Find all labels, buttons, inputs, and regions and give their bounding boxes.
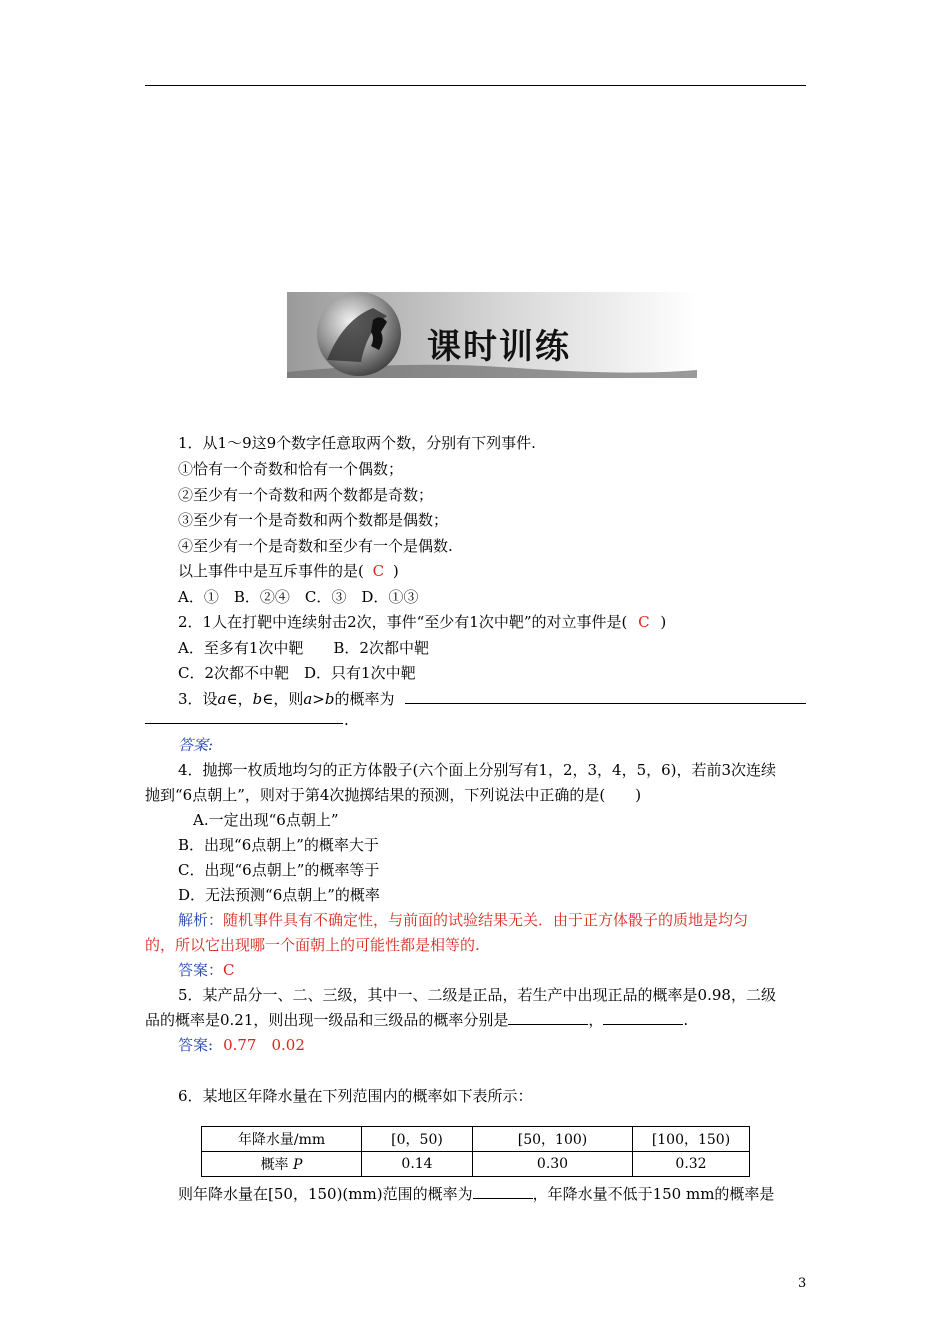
q6-after-text-2: ，年降水量不低于150 mm的概率是 bbox=[532, 1185, 775, 1203]
q4-answer-line bbox=[178, 960, 235, 980]
q4-option-d: D．无法预测“6点朝上”的概率 bbox=[178, 886, 380, 904]
q2-stem-close: ) bbox=[660, 613, 667, 631]
q1-item-1: ①恰有一个奇数和恰有一个偶数； bbox=[178, 460, 404, 478]
q4-analysis-label: 解析： bbox=[178, 911, 224, 929]
q5-blank-2[interactable] bbox=[603, 1010, 683, 1025]
q4-option-b: B．出现“6点朝上”的概率大于 bbox=[178, 836, 379, 854]
q3-answer-label: 答案: bbox=[178, 736, 214, 754]
probability-var: P bbox=[293, 1157, 303, 1173]
q3-end: . bbox=[344, 711, 349, 729]
q2-stem bbox=[178, 612, 666, 632]
q4-analysis-text-1: 随机事件具有不确定性，与前面的试验结果无关．由于正方体骰子的质地是均匀 bbox=[223, 911, 749, 929]
table-header-cell: [0，50) bbox=[362, 1127, 473, 1152]
table-header-cell: 年降水量/mm bbox=[202, 1127, 362, 1152]
q4-option-c: C．出现“6点朝上”的概率等于 bbox=[178, 861, 380, 879]
q3-text-1: 3．设 bbox=[178, 690, 218, 708]
lesson-practice-banner bbox=[287, 290, 697, 380]
probability-label: 概率 bbox=[260, 1157, 289, 1173]
q3-gt: > bbox=[312, 690, 325, 708]
q5-sep: ， bbox=[588, 1011, 604, 1029]
q1-options: A．① B．②④ C．③ D．①③ bbox=[178, 588, 419, 606]
q1-ask-text: 以上事件中是互斥事件的是( bbox=[178, 562, 364, 580]
q5-answer-label: 答案: bbox=[178, 1036, 214, 1054]
q6-blank-1[interactable] bbox=[473, 1184, 533, 1199]
banner-title: 课时训练 bbox=[427, 327, 571, 367]
q4-answer: C bbox=[223, 961, 235, 979]
q5-end: . bbox=[683, 1011, 689, 1029]
q5-stem-2-text: 品的概率是0.21，则出现一级品和三级品的概率分别是 bbox=[145, 1011, 509, 1029]
q4-stem-2: 抛到“6点朝上”，则对于第4次抛掷结果的预测，下列说法中正确的是( ) bbox=[145, 786, 642, 804]
table-header-cell: [100，150) bbox=[633, 1127, 750, 1152]
table-cell: 0.30 bbox=[473, 1152, 633, 1177]
q4-stem-1: 4．抛掷一枚质地均匀的正方体骰子(六个面上分别写有1，2，3，4，5，6)，若前3次连续 bbox=[178, 761, 777, 779]
rainfall-table bbox=[201, 1126, 750, 1177]
q4-option-a: A.一定出现“6点朝上” bbox=[193, 811, 339, 829]
header-rule bbox=[145, 85, 806, 86]
q4-analysis-1 bbox=[178, 910, 748, 930]
table-header-cell: [50，100) bbox=[473, 1127, 633, 1152]
q1-answer: C bbox=[372, 562, 385, 580]
table-cell: 0.32 bbox=[633, 1152, 750, 1177]
q6-stem: 6．某地区年降水量在下列范围内的概率如下表所示： bbox=[178, 1087, 533, 1105]
q5-answer-line bbox=[178, 1035, 305, 1055]
q5-blank-1[interactable] bbox=[508, 1010, 588, 1025]
q2-options-2: C．2次都不中靶 D．只有1次中靶 bbox=[178, 664, 416, 682]
q1-ask bbox=[178, 561, 399, 581]
page-number: 3 bbox=[798, 1276, 807, 1291]
q5-stem-1: 5．某产品分一、二、三级，其中一、二级是正品，若生产中出现正品的概率是0.98，二级 bbox=[178, 986, 776, 1004]
q3-text-4: 的概率为 bbox=[334, 690, 395, 708]
q3-var-b: b bbox=[252, 690, 263, 708]
q3-text-2: ∈， bbox=[226, 690, 253, 708]
q1-item-2: ②至少有一个奇数和两个数都是奇数； bbox=[178, 486, 434, 504]
q2-answer: C bbox=[638, 613, 650, 631]
q3-text-3: ∈，则 bbox=[262, 690, 304, 708]
q5-stem-2 bbox=[145, 1010, 688, 1030]
table-row bbox=[202, 1152, 750, 1177]
q6-after-text-1: 则年降水量在[50，150)(mm)范围的概率为 bbox=[178, 1185, 473, 1203]
q5-answer: 0.77 0.02 bbox=[223, 1036, 305, 1054]
q6-after bbox=[178, 1184, 774, 1204]
q4-analysis-2: 的，所以它出现哪一个面朝上的可能性都是相等的. bbox=[145, 936, 480, 954]
q3-var-a: a bbox=[217, 690, 227, 708]
table-row-label bbox=[202, 1152, 362, 1177]
q1-item-4: ④至少有一个是奇数和至少有一个是偶数. bbox=[178, 537, 453, 555]
q3-blank-2[interactable] bbox=[145, 709, 343, 724]
q3-var-b2: b bbox=[324, 690, 335, 708]
q4-answer-label: 答案： bbox=[178, 961, 224, 979]
q3-stem bbox=[178, 689, 394, 709]
table-cell: 0.14 bbox=[362, 1152, 473, 1177]
q3-blank-1[interactable] bbox=[405, 689, 806, 704]
q2-stem-text: 2．1人在打靶中连续射击2次，事件“至少有1次中靶”的对立事件是( bbox=[178, 613, 628, 631]
q1-stem: 1．从1～9这9个数字任意取两个数，分别有下列事件. bbox=[178, 434, 536, 452]
q1-item-3: ③至少有一个是奇数和两个数都是偶数； bbox=[178, 511, 449, 529]
q2-options-1: A．至多有1次中靶 B．2次都中靶 bbox=[178, 639, 429, 657]
table-row bbox=[202, 1127, 750, 1152]
q3-var-a2: a bbox=[303, 690, 313, 708]
q1-ask-close: ) bbox=[392, 562, 399, 580]
